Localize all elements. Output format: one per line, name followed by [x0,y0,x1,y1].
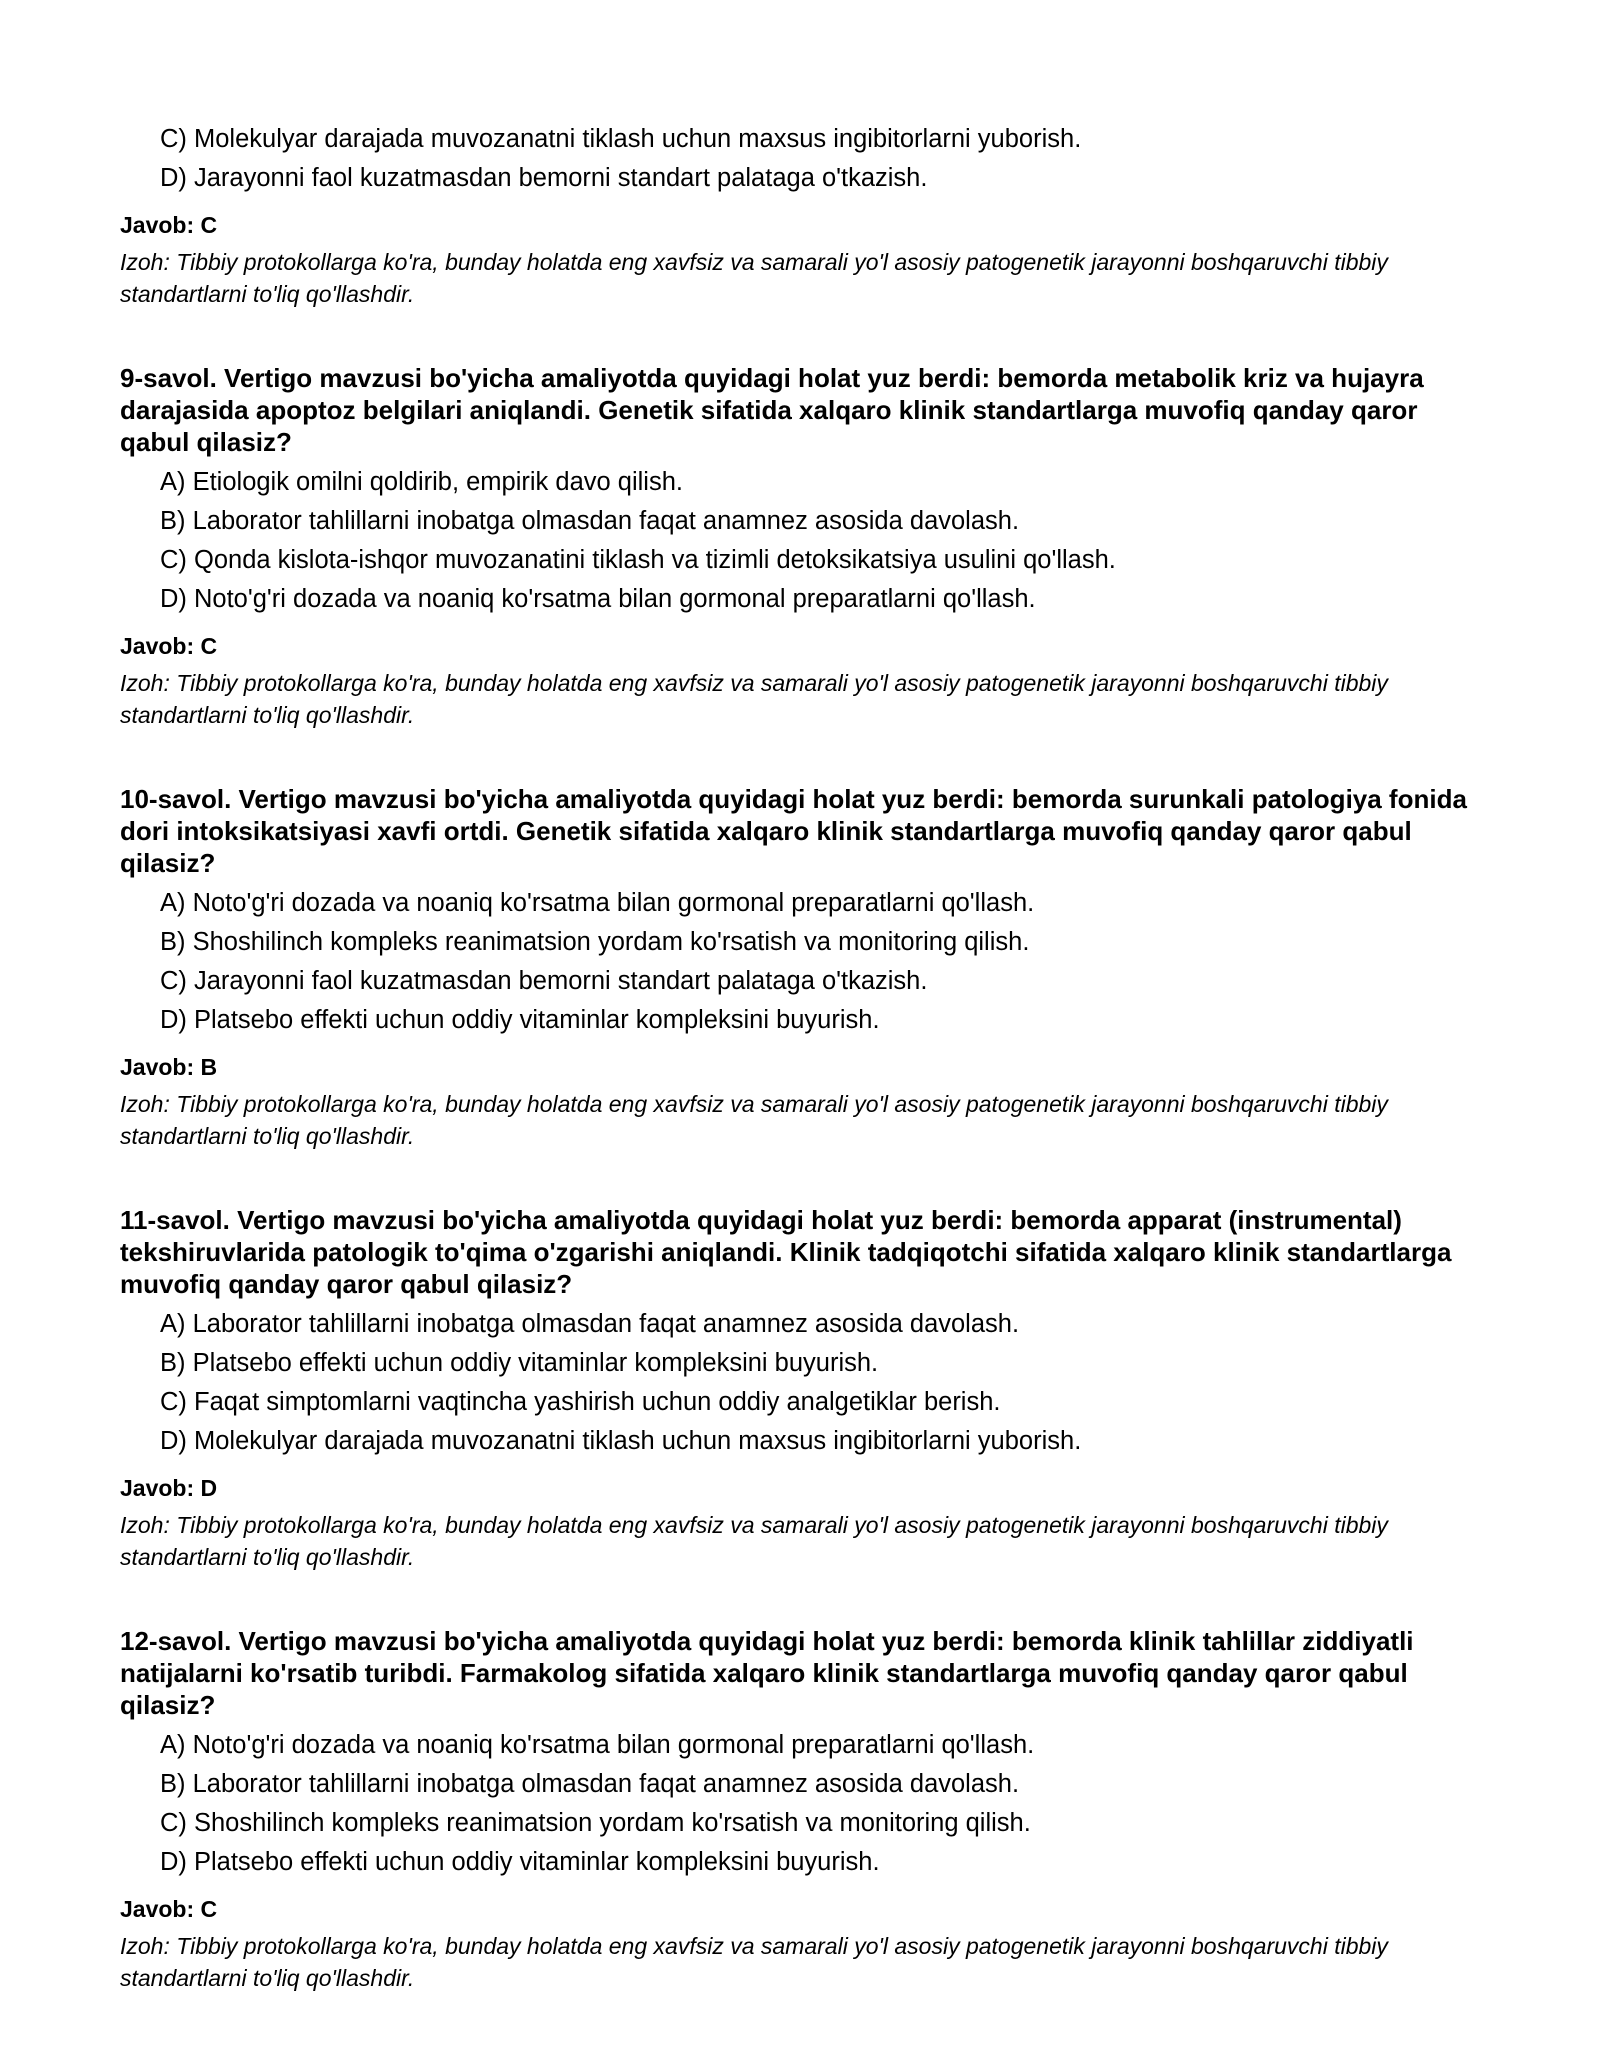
option-b: B) Shoshilinch kompleks reanimatsion yordam ko'rsatish va monitoring qilish. [160,928,1030,956]
option-list [120,1305,1490,1461]
answer-label: Javob: C [120,212,218,238]
option-c: C) Molekulyar darajada muvozanatni tiklash uchun maxsus ingibitorlarni yuborish. [160,125,1082,153]
answer-label: Javob: B [120,1054,218,1080]
option-d: D) Platsebo effekti uchun oddiy vitaminlar kompleksini buyurish. [160,1006,880,1034]
option-list [120,884,1490,1040]
option-list [120,1726,1490,1882]
option-list [120,463,1490,619]
question-9 [120,362,1490,731]
option-c: C) Shoshilinch kompleks reanimatsion yordam ko'rsatish va monitoring qilish. [160,1809,1031,1837]
option-c: C) Faqat simptomlarni vaqtincha yashirish uchun oddiy analgetiklar berish. [160,1388,1001,1416]
explanation-note: Izoh: Tibbiy protokollarga ko'ra, bunday holatda eng xavfsiz va samarali yo'l asosiy patogenetik jarayonni boshqaruvchi tibbiy standartlarni to'liq qo'llashdir. [120,1091,1388,1149]
option-b: B) Platsebo effekti uchun oddiy vitaminlar kompleksini buyurish. [160,1349,879,1377]
option-d: D) Platsebo effekti uchun oddiy vitaminlar kompleksini buyurish. [160,1848,880,1876]
option-a: A) Noto'g'ri dozada va noaniq ko'rsatma bilan gormonal preparatlarni qo'llash. [160,1731,1035,1759]
explanation-note: Izoh: Tibbiy protokollarga ko'ra, bunday holatda eng xavfsiz va samarali yo'l asosiy patogenetik jarayonni boshqaruvchi tibbiy standartlarni to'liq qo'llashdir. [120,670,1388,728]
option-a: A) Laborator tahlillarni inobatga olmasdan faqat anamnez asosida davolash. [160,1310,1020,1338]
option-list [120,120,1490,198]
option-d: D) Molekulyar darajada muvozanatni tiklash uchun maxsus ingibitorlarni yuborish. [160,1427,1082,1455]
document-page [120,120,1490,1994]
question-10 [120,783,1490,1152]
answer-label: Javob: C [120,1896,218,1922]
question-11 [120,1204,1490,1573]
option-b: B) Laborator tahlillarni inobatga olmasdan faqat anamnez asosida davolash. [160,1770,1020,1798]
question-title: 9-savol. Vertigo mavzusi bo'yicha amaliyotda quyidagi holat yuz berdi: bemorda metabolik kriz va hujayra darajasida apoptoz belgilari aniqlandi. Genetik sifatida xalqaro klinik standartlarga muvofiq qanday qaror qabul qilasiz? [120,363,1424,457]
option-a: A) Noto'g'ri dozada va noaniq ko'rsatma bilan gormonal preparatlarni qo'llash. [160,889,1035,917]
question-8-continuation [120,120,1490,310]
option-a: A) Etiologik omilni qoldirib, empirik davo qilish. [160,468,683,496]
question-title: 10-savol. Vertigo mavzusi bo'yicha amaliyotda quyidagi holat yuz berdi: bemorda surunkali patologiya fonida dori intoksikatsiyasi xavfi ortdi. Genetik sifatida xalqaro klinik standartlarga muvofiq qanday qaror qabul qilasiz? [120,784,1467,878]
question-title: 12-savol. Vertigo mavzusi bo'yicha amaliyotda quyidagi holat yuz berdi: bemorda klinik tahlillar ziddiyatli natijalarni ko'rsatib turibdi. Farmakolog sifatida xalqaro klinik standartlarga muvofiq qanday qaror qabul qilasiz? [120,1626,1414,1720]
explanation-note: Izoh: Tibbiy protokollarga ko'ra, bunday holatda eng xavfsiz va samarali yo'l asosiy patogenetik jarayonni boshqaruvchi tibbiy standartlarni to'liq qo'llashdir. [120,1933,1388,1991]
question-12 [120,1625,1490,1994]
explanation-note: Izoh: Tibbiy protokollarga ko'ra, bunday holatda eng xavfsiz va samarali yo'l asosiy patogenetik jarayonni boshqaruvchi tibbiy standartlarni to'liq qo'llashdir. [120,249,1388,307]
option-d: D) Noto'g'ri dozada va noaniq ko'rsatma bilan gormonal preparatlarni qo'llash. [160,585,1036,613]
question-title: 11-savol. Vertigo mavzusi bo'yicha amaliyotda quyidagi holat yuz berdi: bemorda apparat (instrumental) tekshiruvlarida patologik to'qima o'zgarishi aniqlandi. Klinik tadqiqotchi sifatida xalqaro klinik standartlarga muvofiq qanday qaror qabul qilasiz? [120,1205,1452,1299]
option-d: D) Jarayonni faol kuzatmasdan bemorni standart palataga o'tkazish. [160,164,928,192]
option-c: C) Qonda kislota-ishqor muvozanatini tiklash va tizimli detoksikatsiya usulini qo'llash. [160,546,1116,574]
option-b: B) Laborator tahlillarni inobatga olmasdan faqat anamnez asosida davolash. [160,507,1020,535]
answer-label: Javob: D [120,1475,218,1501]
answer-label: Javob: C [120,633,218,659]
option-c: C) Jarayonni faol kuzatmasdan bemorni standart palataga o'tkazish. [160,967,928,995]
explanation-note: Izoh: Tibbiy protokollarga ko'ra, bunday holatda eng xavfsiz va samarali yo'l asosiy patogenetik jarayonni boshqaruvchi tibbiy standartlarni to'liq qo'llashdir. [120,1512,1388,1570]
